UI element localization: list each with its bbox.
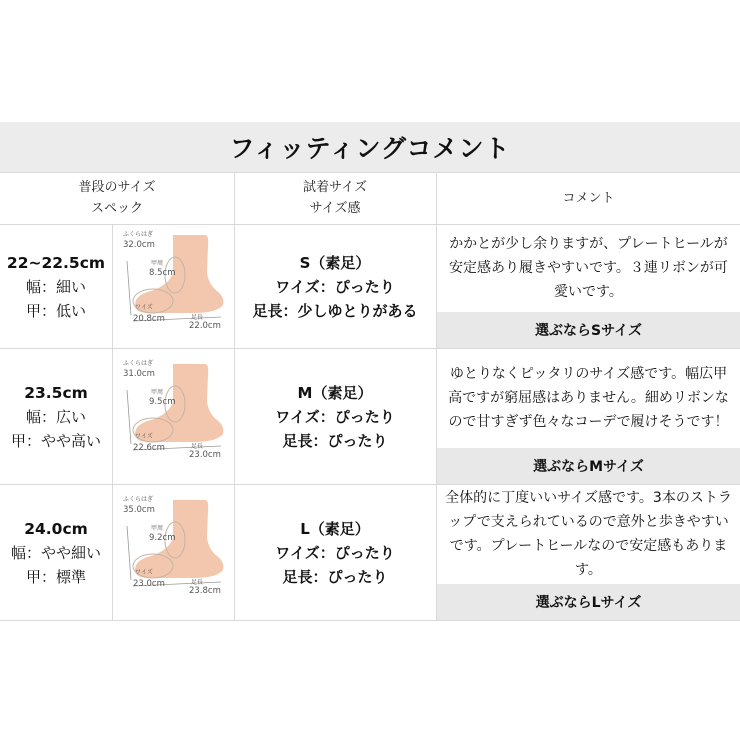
width-value: 20.8cm — [133, 314, 165, 324]
calf-label: ふくらはぎ — [123, 496, 154, 503]
row2-foot-diagram — [113, 354, 233, 477]
width-label: ワイズ — [135, 433, 153, 440]
row3-fit-length: 足長：ぴったり — [282, 567, 388, 586]
length-label: 足長 — [191, 443, 204, 450]
row3-fit-size: L（素足） — [300, 519, 370, 538]
table-title: フィッティングコメント — [0, 122, 740, 172]
row2-fit-width: ワイズ：ぴったり — [275, 407, 395, 426]
row1-instep: 甲：低い — [25, 301, 86, 320]
header-fit-line2: サイズ感 — [309, 201, 361, 216]
row2-fit-size: M（素足） — [297, 383, 373, 402]
row3-instep: 甲：標準 — [25, 567, 86, 586]
row2-width: 幅：広い — [25, 407, 86, 426]
calf-value: 32.0cm — [123, 240, 155, 250]
divider — [0, 620, 740, 621]
instep-label: 甲周 — [151, 260, 164, 267]
row1-foot-diagram — [113, 225, 233, 348]
row3-fit — [234, 485, 436, 620]
header-comment — [437, 172, 740, 224]
length-label: 足長 — [191, 579, 204, 586]
row1-width: 幅：細い — [25, 277, 86, 296]
length-value: 22.0cm — [189, 321, 221, 331]
divider — [0, 172, 740, 173]
header-spec-line2: スペック — [90, 201, 143, 216]
row3-spec — [0, 485, 112, 620]
guide-line — [127, 526, 131, 580]
row1-fit-width: ワイズ：ぴったり — [275, 277, 395, 296]
row1-fit-size: S（素足） — [299, 253, 371, 272]
row1-fit-length: 足長：少しゆとりがある — [252, 301, 418, 320]
header-spec — [0, 172, 234, 224]
calf-value: 31.0cm — [123, 369, 155, 379]
instep-label: 甲周 — [151, 389, 164, 396]
foot-illustration — [113, 354, 233, 477]
calf-label: ふくらはぎ — [123, 360, 154, 367]
width-value: 22.6cm — [133, 443, 165, 453]
guide-line — [127, 261, 131, 315]
row2-comment-text: ゆとりなくピッタリのサイズ感です。幅広甲高ですが窮屈感はありません。細めリボンなので甘すぎず色々なコーデで履けそうです！ — [448, 366, 729, 430]
row2-pick: 選ぶならMサイズ — [437, 448, 740, 484]
row1-comment — [437, 225, 740, 311]
instep-value: 9.5cm — [149, 397, 176, 407]
row3-comment-text: 全体的に丁度いいサイズ感です。3本のストラップで支えられているので意外と歩きやすいです。プレートヒールなので安定感もあります。 — [445, 490, 732, 578]
width-label: ワイズ — [135, 569, 153, 576]
guide-line — [127, 390, 131, 444]
header-fit-line1: 試着サイズ — [303, 180, 367, 195]
instep-value: 9.2cm — [149, 533, 176, 543]
row2-fit — [234, 349, 436, 484]
foot-illustration — [113, 225, 233, 348]
row1-spec — [0, 225, 112, 348]
row2-instep: 甲：やや高い — [10, 431, 101, 450]
calf-value: 35.0cm — [123, 505, 155, 515]
row2-spec — [0, 349, 112, 484]
row1-pick: 選ぶならSサイズ — [437, 312, 740, 348]
row1-usual-size: 22~22.5cm — [6, 253, 106, 272]
row1-fit — [234, 225, 436, 348]
length-value: 23.8cm — [189, 586, 221, 596]
header-spec-line1: 普段のサイズ — [78, 180, 156, 195]
row3-comment — [437, 485, 740, 583]
instep-label: 甲周 — [151, 525, 164, 532]
calf-label: ふくらはぎ — [123, 231, 154, 238]
row1-comment-text: かかとが少し余りますが、プレートヒールが安定感あり履きやすいです。３連リボンが可愛いです。 — [449, 236, 728, 300]
instep-value: 8.5cm — [149, 268, 176, 278]
row3-pick: 選ぶならLサイズ — [437, 584, 740, 620]
length-label: 足長 — [191, 314, 204, 321]
width-value: 23.0cm — [133, 579, 165, 589]
width-label: ワイズ — [135, 304, 153, 311]
row3-fit-width: ワイズ：ぴったり — [275, 543, 395, 562]
row2-comment — [437, 349, 740, 447]
fitting-table — [0, 122, 740, 622]
header-fit — [234, 172, 436, 224]
foot-illustration — [113, 490, 233, 613]
row3-width: 幅：やや細い — [10, 543, 101, 562]
row2-usual-size: 23.5cm — [24, 383, 88, 402]
length-value: 23.0cm — [189, 450, 221, 460]
row2-fit-length: 足長：ぴったり — [282, 431, 388, 450]
row3-foot-diagram — [113, 490, 233, 613]
header-comment-label: コメント — [562, 190, 615, 206]
row3-usual-size: 24.0cm — [24, 519, 88, 538]
